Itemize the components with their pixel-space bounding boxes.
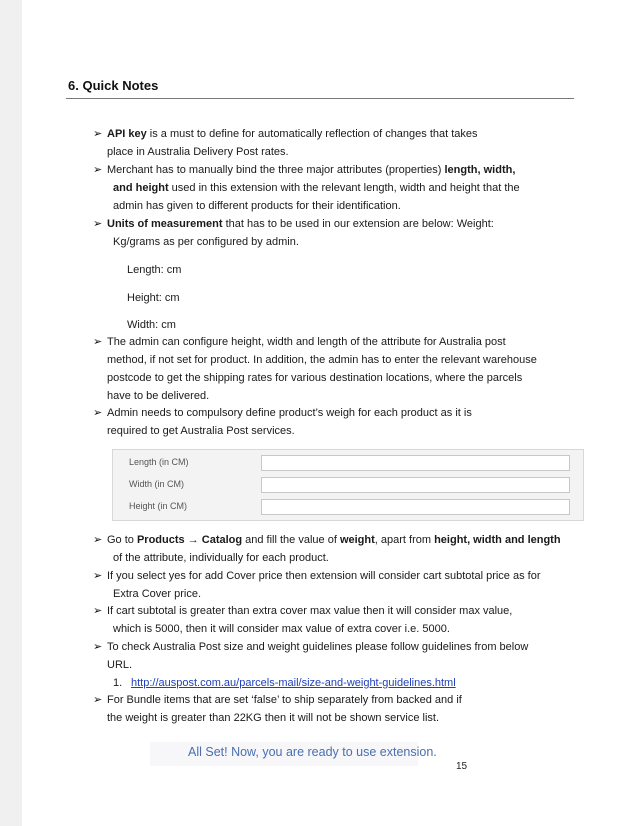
height-label: Height (in CM) [129, 501, 188, 511]
note-cover: If you select yes for add Cover price then extension will consider cart subtotal price as for [107, 570, 541, 582]
final-message: All Set! Now, you are ready to use extension. [188, 745, 437, 759]
note-goto-line2: of the attribute, individually for each product. [113, 552, 329, 564]
note-admin-config-line3: postcode to get the shipping rates for various destination locations, where the parcels [107, 372, 523, 384]
unit-length: Length: cm [127, 264, 182, 276]
bullet-arrow-icon: ➢ [93, 336, 103, 348]
note-merchant-line2: and height used in this extension with the relevant length, width and height that the [113, 182, 520, 194]
page-edge-strip [0, 0, 22, 826]
bullet-arrow-icon: ➢ [93, 128, 103, 140]
bullet-arrow-icon: ➢ [93, 570, 103, 582]
bullet-arrow-icon: ➢ [93, 164, 103, 176]
guideline-number: 1. [113, 677, 123, 689]
note-units: Units of measurement that has to be used in our extension are below: Weight: [107, 218, 494, 230]
note-subtotal: If cart subtotal is greater than extra cover max value then it will consider max value, [107, 605, 513, 617]
note-cover-line2: Extra Cover price. [113, 588, 202, 600]
bullet-arrow-icon: ➢ [93, 605, 103, 617]
page-number: 15 [456, 761, 468, 772]
final-message-box [150, 742, 437, 766]
bullet-arrow-icon: ➢ [93, 218, 103, 230]
note-merchant: Merchant has to manually bind the three major attributes (properties) length, width, [107, 164, 516, 176]
note-admin-config-line2: method, if not set for product. In addition, the admin has to enter the relevant warehouse [107, 354, 537, 366]
bullet-arrow-icon: ➢ [93, 407, 103, 419]
unit-height: Height: cm [127, 292, 180, 304]
note-merchant-line3: admin has given to different products for their identification. [113, 200, 401, 212]
form-row-height [113, 496, 583, 518]
unit-width: Width: cm [127, 319, 176, 331]
note-weigh: Admin needs to compulsory define product’s weigh for each product as it is [107, 407, 472, 419]
width-label: Width (in CM) [129, 479, 185, 489]
note-guidelines-line2: URL. [107, 659, 133, 671]
note-guidelines: To check Australia Post size and weight guidelines please follow guidelines from below [107, 641, 529, 653]
note-api-key-line2: place in Australia Delivery Post rates. [107, 146, 289, 158]
form-row-width [113, 474, 583, 496]
note-admin-config: The admin can configure height, width and length of the attribute for Australia post [107, 336, 506, 348]
width-input[interactable] [261, 477, 570, 493]
note-bundle-line2: the weight is greater than 22KG then it will not be shown service list. [107, 712, 440, 724]
bullet-arrow-icon: ➢ [93, 694, 103, 706]
length-label: Length (in CM) [129, 457, 189, 467]
bullet-arrow-icon: ➢ [93, 534, 103, 546]
note-bundle: For Bundle items that are set ‘false’ to ship separately from backed and if [107, 694, 462, 706]
height-input[interactable] [261, 499, 570, 515]
section-heading: 6. Quick Notes [68, 78, 159, 93]
note-units-line2: Kg/grams as per configured by admin. [113, 236, 299, 248]
note-admin-config-line4: have to be delivered. [107, 390, 210, 402]
guidelines-link[interactable]: http://auspost.com.au/parcels-mail/size-and-weight-guidelines.html [131, 677, 456, 689]
form-row-length [113, 452, 583, 474]
bullet-arrow-icon: ➢ [93, 641, 103, 653]
note-weigh-line2: required to get Australia Post services. [107, 425, 295, 437]
note-goto: Go to Products → Catalog and fill the value of weight, apart from height, width and length [107, 534, 561, 546]
note-subtotal-line2: which is 5000, then it will consider max value of extra cover i.e. 5000. [113, 623, 450, 635]
length-input[interactable] [261, 455, 570, 471]
note-api-key: API key is a must to define for automatically reflection of changes that takes [107, 128, 478, 140]
dimensions-form-screenshot [112, 449, 584, 521]
heading-rule [66, 98, 574, 99]
